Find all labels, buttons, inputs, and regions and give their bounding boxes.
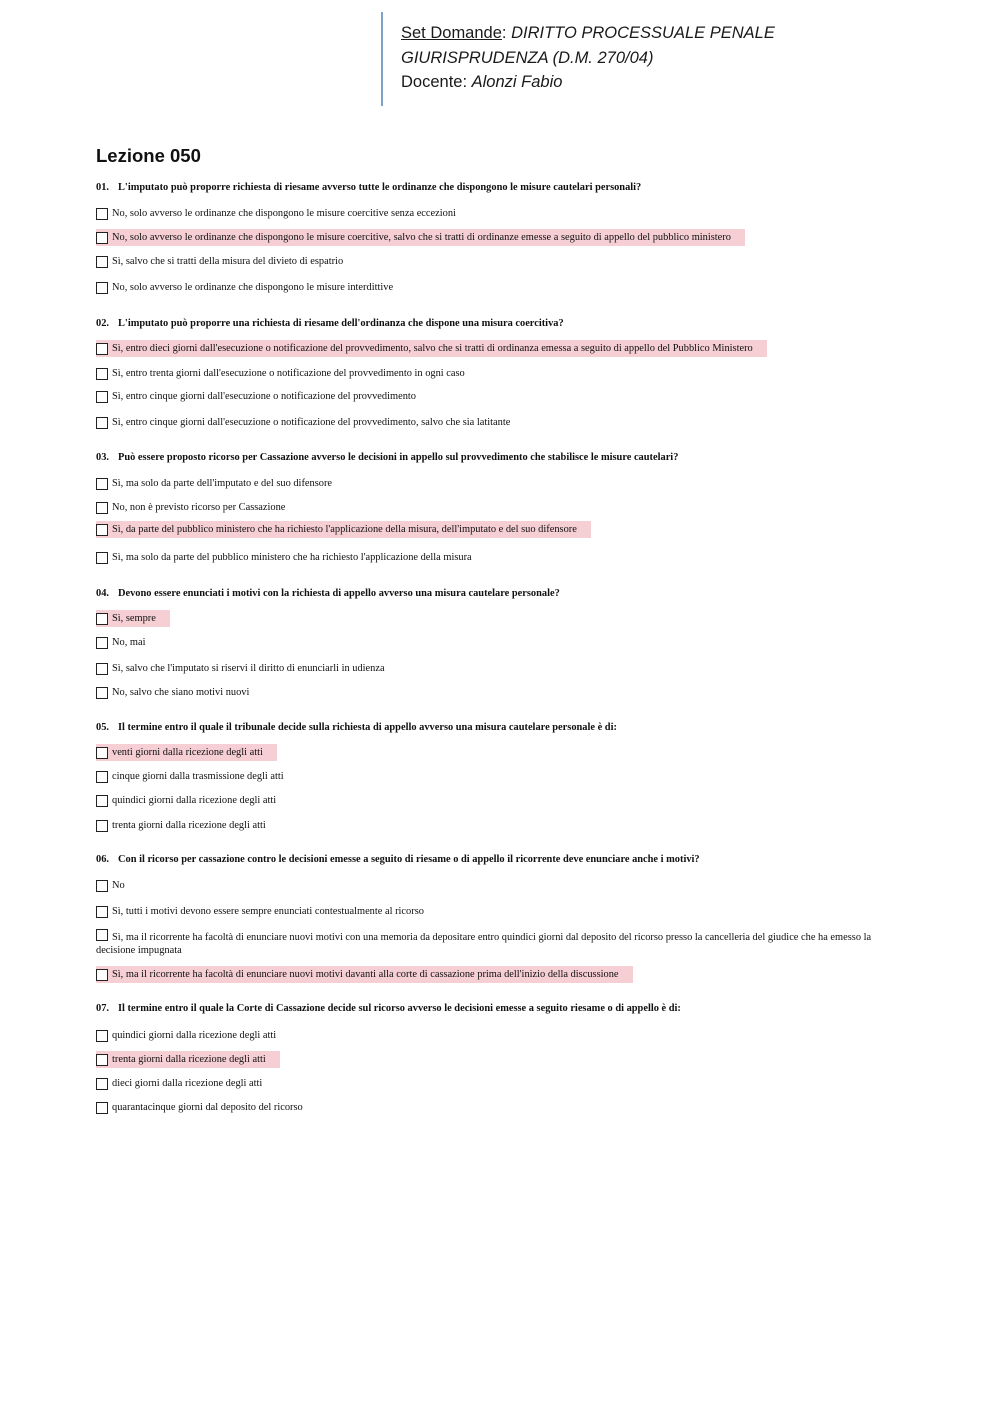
checkbox[interactable] bbox=[96, 232, 108, 244]
answer-option[interactable] bbox=[96, 684, 263, 701]
answer-option[interactable] bbox=[96, 365, 479, 382]
checkbox[interactable] bbox=[96, 613, 108, 625]
answer-option[interactable] bbox=[96, 499, 299, 516]
answer-option-correct[interactable] bbox=[96, 610, 170, 627]
checkbox[interactable] bbox=[96, 208, 108, 220]
document-header bbox=[381, 12, 941, 106]
question-2 bbox=[96, 317, 896, 330]
answer-option[interactable] bbox=[96, 388, 430, 405]
answer-text: Sì, da parte del pubblico ministero che ha richiesto l'applicazione della misura, dell'imputato e del suo difensore bbox=[96, 521, 591, 538]
answer-text: No bbox=[112, 880, 125, 891]
teacher-label: Docente: bbox=[401, 73, 468, 91]
checkbox[interactable] bbox=[96, 368, 108, 380]
question-4 bbox=[96, 587, 896, 600]
answer-text: No, solo avverso le ordinanze che dispongono le misure coercitive, salvo che si tratti di ordinanze emesse a seguito di appello del pubblico ministero bbox=[96, 229, 745, 246]
checkbox[interactable] bbox=[96, 820, 108, 832]
checkbox[interactable] bbox=[96, 282, 108, 294]
answer-option[interactable] bbox=[96, 929, 886, 957]
answer-option-correct[interactable] bbox=[96, 229, 745, 246]
answer-text: Sì, entro dieci giorni dall'esecuzione o notificazione del provvedimento, salvo che si tratti di ordinanza emessa a seguito di appello del Pubblico Ministero bbox=[96, 340, 767, 357]
set-label: Set Domande bbox=[401, 24, 502, 42]
checkbox[interactable] bbox=[96, 552, 108, 564]
answer-text: Sì, ma solo da parte del pubblico ministero che ha richiesto l'applicazione della misura bbox=[112, 552, 472, 563]
header-line-course bbox=[401, 21, 941, 46]
question-text: Il termine entro il quale il tribunale decide sulla richiesta di appello avverso una misura cautelare personale è di: bbox=[118, 722, 617, 733]
teacher-name: Alonzi Fabio bbox=[471, 73, 563, 91]
answer-option[interactable] bbox=[96, 903, 438, 920]
answer-option-correct[interactable] bbox=[96, 340, 767, 357]
lesson-title: Lezione 050 bbox=[96, 145, 201, 166]
answer-option[interactable] bbox=[96, 634, 159, 651]
answer-text: cinque giorni dalla trasmissione degli atti bbox=[112, 771, 284, 782]
question-5 bbox=[96, 721, 896, 734]
checkbox[interactable] bbox=[96, 256, 108, 268]
answer-text: Sì, sempre bbox=[96, 610, 170, 627]
answer-text: Sì, salvo che l'imputato si riservi il diritto di enunciarli in udienza bbox=[112, 663, 385, 674]
answer-option[interactable] bbox=[96, 768, 298, 785]
answer-option[interactable] bbox=[96, 792, 290, 809]
checkbox[interactable] bbox=[96, 1078, 108, 1090]
answer-text: trenta giorni dalla ricezione degli atti bbox=[112, 820, 266, 831]
set-label-colon: : bbox=[501, 24, 507, 42]
question-number: 01. bbox=[96, 182, 109, 193]
checkbox[interactable] bbox=[96, 1030, 108, 1042]
answer-text: No, mai bbox=[112, 637, 146, 648]
answer-option[interactable] bbox=[96, 817, 280, 834]
question-text: Può essere proposto ricorso per Cassazione avverso le decisioni in appello sul provvedimento che stabilisce le misure cautelari? bbox=[118, 452, 679, 463]
answer-option[interactable] bbox=[96, 253, 357, 270]
checkbox[interactable] bbox=[96, 880, 108, 892]
checkbox[interactable] bbox=[96, 906, 108, 918]
checkbox[interactable] bbox=[96, 391, 108, 403]
answer-text: trenta giorni dalla ricezione degli atti bbox=[96, 1051, 280, 1068]
checkbox[interactable] bbox=[96, 478, 108, 490]
checkbox[interactable] bbox=[96, 1102, 108, 1114]
question-text: L'imputato può proporre richiesta di riesame avverso tutte le ordinanze che dispongono le misure cautelari personali? bbox=[118, 182, 642, 193]
question-number: 04. bbox=[96, 588, 109, 599]
answer-text: Sì, salvo che si tratti della misura del divieto di espatrio bbox=[112, 256, 344, 267]
question-number: 07. bbox=[96, 1003, 109, 1014]
question-text: L'imputato può proporre una richiesta di riesame dell'ordinanza che dispone una misura coercitiva? bbox=[118, 318, 564, 329]
answer-text: quindici giorni dalla ricezione degli atti bbox=[112, 1030, 277, 1041]
checkbox[interactable] bbox=[96, 637, 108, 649]
checkbox[interactable] bbox=[96, 1054, 108, 1066]
answer-text: Sì, entro cinque giorni dall'esecuzione o notificazione del provvedimento, salvo che sia latitante bbox=[112, 417, 511, 428]
answer-text: Sì, entro cinque giorni dall'esecuzione o notificazione del provvedimento bbox=[112, 391, 416, 402]
course-name-line1: DIRITTO PROCESSUALE PENALE bbox=[511, 24, 775, 42]
answer-option-correct[interactable] bbox=[96, 744, 277, 761]
answer-text: Sì, tutti i motivi devono essere sempre enunciati contestualmente al ricorso bbox=[112, 906, 424, 917]
checkbox[interactable] bbox=[96, 969, 108, 981]
checkbox[interactable] bbox=[96, 343, 108, 355]
answer-option[interactable] bbox=[96, 660, 399, 677]
checkbox[interactable] bbox=[96, 417, 108, 429]
checkbox[interactable] bbox=[96, 795, 108, 807]
question-number: 05. bbox=[96, 722, 109, 733]
question-number: 03. bbox=[96, 452, 109, 463]
answer-text: Sì, ma il ricorrente ha facoltà di enunciare nuovi motivi con una memoria da depositare entro quindici giorni dal deposito del ricorso presso la cancelleria del giudice che ha emesso la decisione impugnata bbox=[96, 932, 872, 956]
checkbox[interactable] bbox=[96, 502, 108, 514]
answer-text: quarantacinque giorni dal deposito del ricorso bbox=[112, 1102, 303, 1113]
answer-option[interactable] bbox=[96, 1075, 276, 1092]
course-name-line2: GIURISPRUDENZA (D.M. 270/04) bbox=[401, 48, 654, 67]
answer-text: quindici giorni dalla ricezione degli atti bbox=[112, 795, 277, 806]
answer-option-correct[interactable] bbox=[96, 1051, 280, 1068]
header-line-teacher bbox=[401, 70, 941, 95]
answer-text: No, salvo che siano motivi nuovi bbox=[112, 687, 250, 698]
question-text: Devono essere enunciati i motivi con la richiesta di appello avverso una misura cautelare personale? bbox=[118, 588, 560, 599]
checkbox[interactable] bbox=[96, 771, 108, 783]
answer-text: Sì, entro trenta giorni dall'esecuzione o notificazione del provvedimento in ogni caso bbox=[112, 368, 465, 379]
answer-text: No, solo avverso le ordinanze che dispongono le misure interdittive bbox=[112, 282, 394, 293]
answer-option[interactable] bbox=[96, 549, 486, 566]
answer-text: No, solo avverso le ordinanze che dispongono le misure coercitive senza eccezioni bbox=[112, 208, 456, 219]
question-text: Con il ricorso per cassazione contro le decisioni emesse a seguito di riesame o di appello il ricorrente deve enunciare anche i motivi? bbox=[118, 854, 700, 865]
question-1 bbox=[96, 181, 896, 194]
checkbox[interactable] bbox=[96, 929, 108, 941]
checkbox[interactable] bbox=[96, 747, 108, 759]
answer-option[interactable] bbox=[96, 1027, 290, 1044]
checkbox[interactable] bbox=[96, 663, 108, 675]
question-7 bbox=[96, 1002, 896, 1015]
answer-option[interactable] bbox=[96, 279, 407, 296]
question-3 bbox=[96, 451, 896, 464]
answer-option[interactable] bbox=[96, 1099, 317, 1116]
answer-text: Sì, ma il ricorrente ha facoltà di enunciare nuovi motivi davanti alla corte di cassazione prima dell'inizio della discussione bbox=[96, 966, 633, 983]
answer-option-correct[interactable] bbox=[96, 521, 591, 538]
question-number: 06. bbox=[96, 854, 109, 865]
answer-option[interactable] bbox=[96, 414, 524, 431]
answer-text: dieci giorni dalla ricezione degli atti bbox=[112, 1078, 263, 1089]
answer-text: Sì, ma solo da parte dell'imputato e del suo difensore bbox=[112, 478, 333, 489]
answer-option[interactable] bbox=[96, 205, 470, 222]
question-text: Il termine entro il quale la Corte di Cassazione decide sul ricorso avverso le decisioni emesse a seguito riesame o di appello è di: bbox=[118, 1003, 681, 1014]
question-number: 02. bbox=[96, 318, 109, 329]
answer-text: No, non è previsto ricorso per Cassazione bbox=[112, 502, 286, 513]
checkbox[interactable] bbox=[96, 524, 108, 536]
question-6 bbox=[96, 853, 896, 866]
header-line-course-2 bbox=[401, 46, 941, 71]
checkbox[interactable] bbox=[96, 687, 108, 699]
answer-option-correct[interactable] bbox=[96, 966, 633, 983]
answer-option[interactable] bbox=[96, 877, 139, 894]
answer-text: venti giorni dalla ricezione degli atti bbox=[96, 744, 277, 761]
answer-option[interactable] bbox=[96, 475, 346, 492]
